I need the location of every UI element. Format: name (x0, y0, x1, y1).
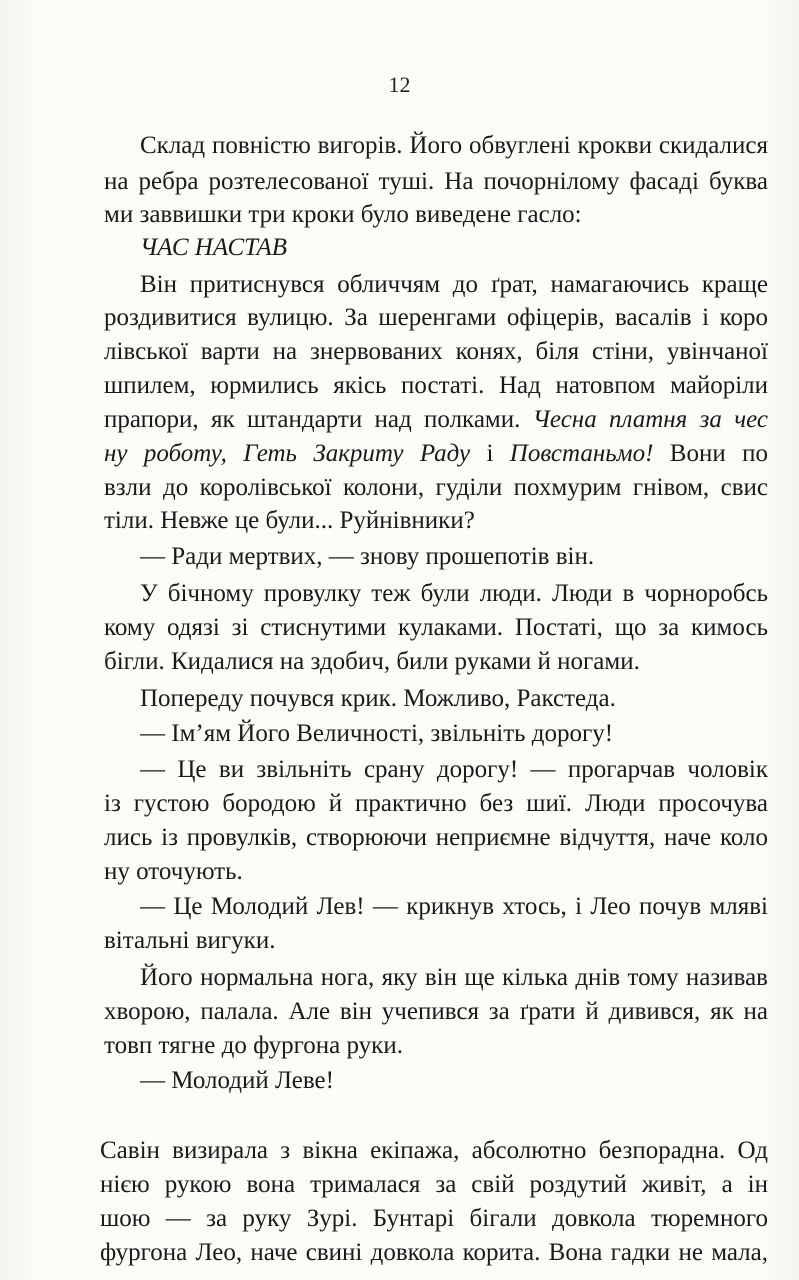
text-line: фургона Лео, наче свині довкола корита. Вона гадки не мала, (100, 1239, 768, 1266)
text-run: і (470, 440, 510, 467)
italic-run: Повстаньмо! (509, 440, 654, 467)
italic-run: Чесна платня за чес (532, 406, 768, 433)
text-line: Його нормальна нога, яку він ще кілька днів тому називав (140, 964, 768, 991)
dialogue-line: — Це ви звільніть срану дорогу! — прогарчав чоловік (140, 756, 768, 783)
text-line: ну оточують. (104, 858, 243, 885)
dialogue-line: — Ради мертвих, — знову прошепотів він. (140, 543, 595, 570)
text-line: Склад повністю вигорів. Його обвуглені крокви скидалися (140, 132, 768, 159)
slogan-line: ЧАС НАСТАВ (140, 234, 288, 261)
page-number: 12 (388, 72, 411, 97)
text-run: прапори, як штандарти над полками. (104, 406, 533, 433)
text-line: кому одязі зі стиснутими кулаками. Постаті, що за кимось (104, 614, 768, 641)
text-line: роздивитися вулицю. За шеренгами офіцерів, васалів і коро (104, 304, 768, 331)
text-line: ми заввишки три кроки було виведене гасло: (104, 201, 582, 228)
text-line: шою — за руку Зурі. Бунтарі бігали довкола тюремного (100, 1205, 768, 1232)
text-line: Савін визирала з вікна екіпажа, абсолютно безпорадна. Од (100, 1137, 768, 1164)
dialogue-line: — Молодий Леве! (140, 1067, 334, 1094)
text-line: нією рукою вона трималася за свій роздутий живіт, а ін (100, 1171, 768, 1198)
text-line: У бічному провулку теж були люди. Люди в чорноробсь (140, 580, 768, 607)
text-line (104, 402, 768, 438)
text-line: хворою, палала. Але він учепився за ґрати й дивився, як на (104, 998, 768, 1025)
text-line: лівської варти на знервованих конях, біля стіни, увінчаної (104, 338, 768, 365)
dialogue-line: — Ім’ям Його Величності, звільніть дорогу! (140, 720, 614, 747)
text-line: шпилем, юрмились якісь постаті. Над натовпом майоріли (104, 372, 768, 399)
text-line: вітальні вигуки. (104, 927, 276, 954)
text-line: товп тягне до фургона руки. (104, 1032, 403, 1059)
text-run: Вони по (653, 440, 768, 467)
dialogue-line: — Це Молодий Лев! — крикнув хтось, і Лео почув мляві (140, 893, 768, 920)
text-line: на ребра розтелесованої туші. На почорнілому фасаді буква (104, 168, 768, 195)
text-line: тіли. Невже це були... Руйнівники? (104, 507, 475, 534)
text-line (104, 436, 768, 472)
text-line: Він притиснувся обличчям до ґрат, намагаючись краще (140, 271, 768, 298)
text-line: лись із провулків, створюючи неприємне відчуття, наче коло (104, 824, 768, 851)
text-line: бігли. Кидалися на здобич, били руками й ногами. (104, 648, 640, 675)
text-line: взли до королівської колони, гуділи похмурим гнівом, свис (104, 474, 768, 501)
text-line: із густою бородою й практично без шиї. Люди просочува (104, 790, 768, 817)
text-line: Попереду почувся крик. Можливо, Ракстеда. (140, 685, 616, 712)
italic-run: ну роботу, Геть Закриту Раду (104, 440, 471, 467)
